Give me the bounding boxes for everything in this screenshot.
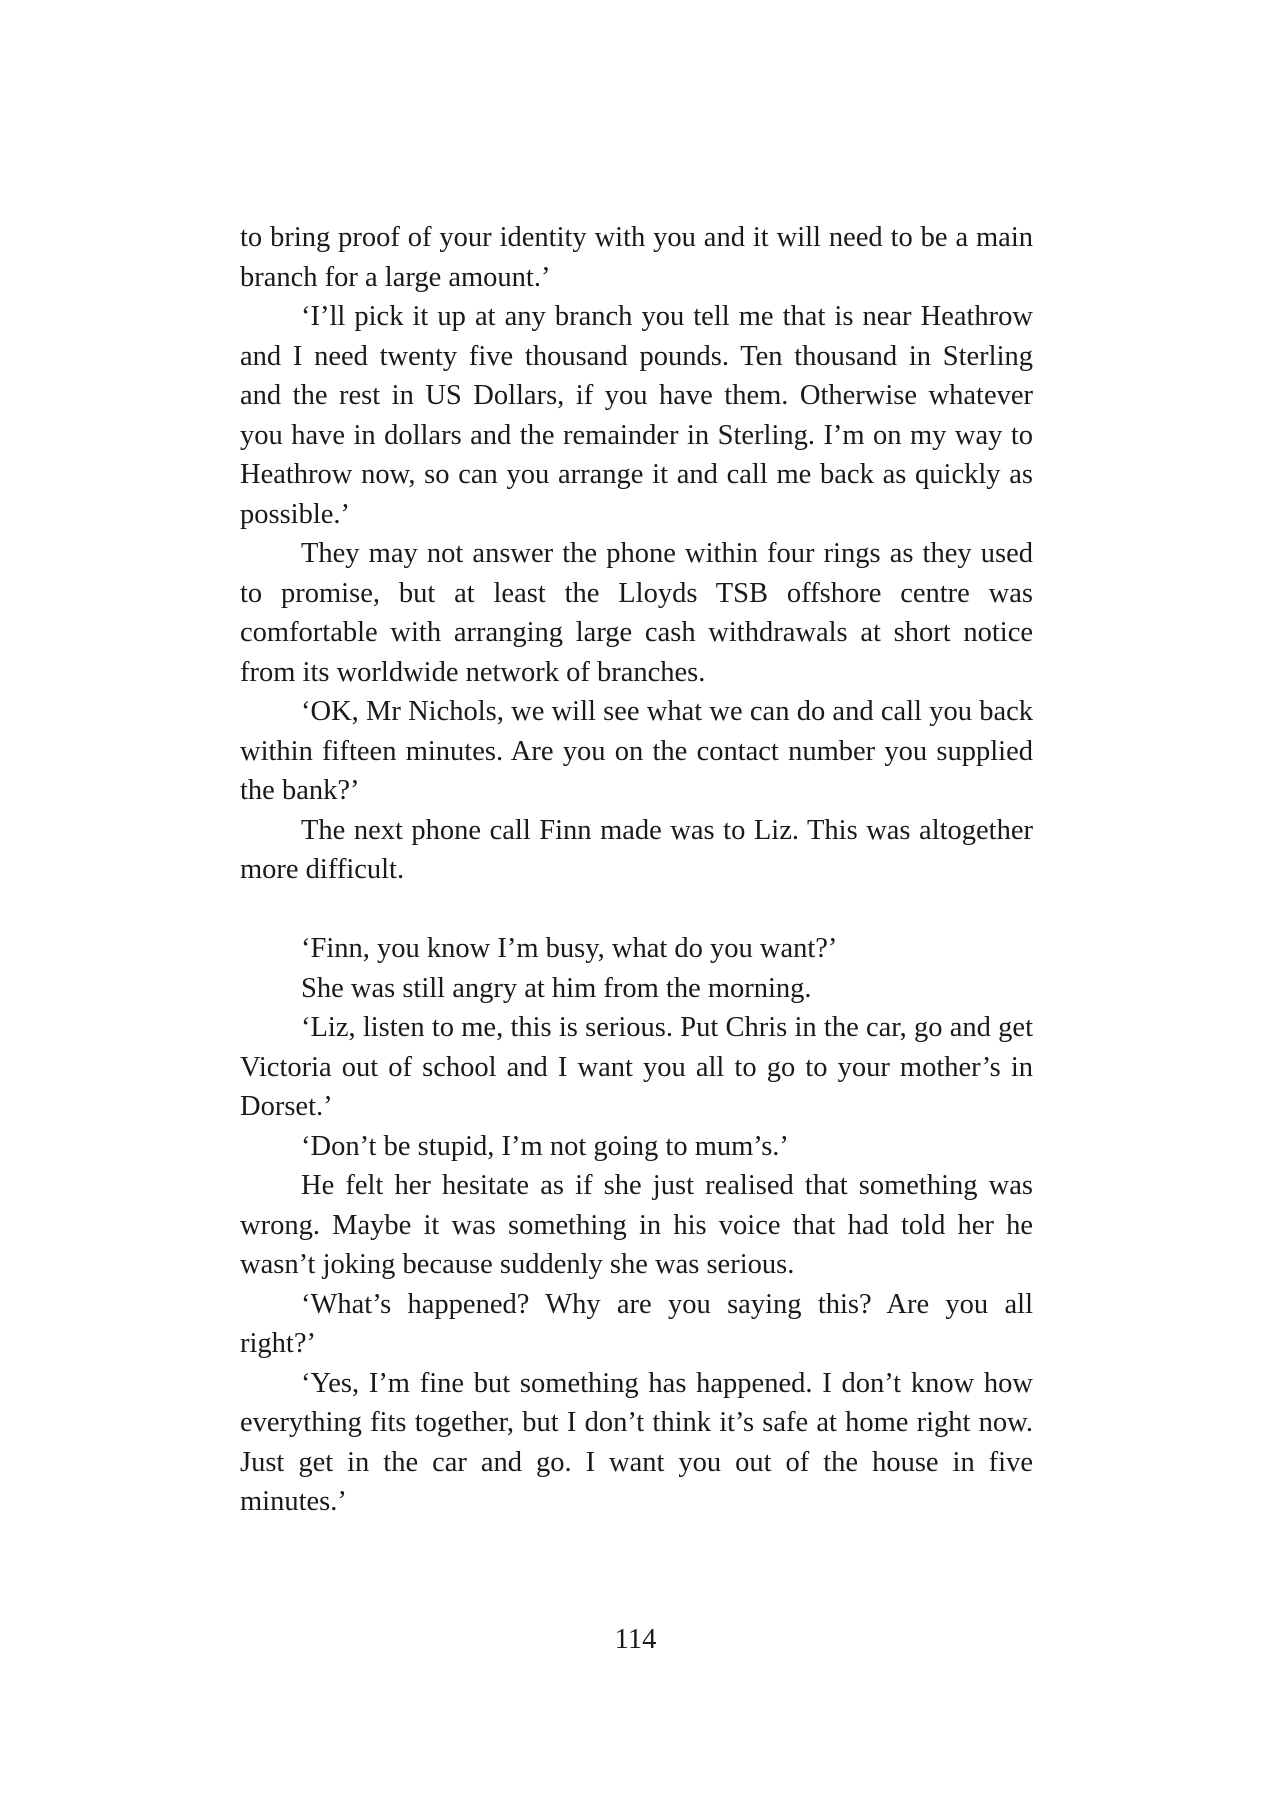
paragraph: They may not answer the phone within four rings as they used to promise, but at least the Lloyds TSB offshore centre was comfortable with arranging large cash withdrawals at short notice from its worldwide network of branches.: [240, 538, 1033, 688]
paragraph: ‘Don’t be stupid, I’m not going to mum’s.’: [301, 1130, 789, 1162]
paragraph: The next phone call Finn made was to Liz. This was altogether more difficult.: [240, 814, 1033, 885]
page-number: [0, 1622, 1271, 1658]
paragraph: She was still angry at him from the morning.: [301, 972, 812, 1004]
paragraph: ‘Liz, listen to me, this is serious. Put Chris in the car, go and get Victoria out of school and I want you all to go to your mother’s in Dorset.’: [240, 1012, 1033, 1122]
paragraph: ‘Yes, I’m fine but something has happened. I don’t know how everything fits together, but I don’t think it’s safe at home right now. Just get in the car and go. I want you out of the house in five minutes.’: [240, 1367, 1033, 1517]
paragraph: He felt her hesitate as if she just realised that something was wrong. Maybe it was something in his voice that had told her he wasn’t joking because suddenly she was serious.: [240, 1170, 1033, 1280]
page-body: [240, 218, 1033, 1522]
paragraph: ‘What’s happened? Why are you saying this? Are you all right?’: [240, 1288, 1033, 1359]
paragraph: ‘Finn, you know I’m busy, what do you want?’: [301, 933, 838, 964]
scene-break: [240, 890, 1033, 930]
paragraph-continuation: to bring proof of your identity with you and it will need to be a main branch for a large amount.’: [240, 222, 1033, 293]
page-number-text: 114: [614, 1624, 657, 1655]
paragraph: ‘OK, Mr Nichols, we will see what we can do and call you back within fifteen minutes. Are you on the contact number you supplied the bank?’: [240, 696, 1033, 806]
paragraph: ‘I’ll pick it up at any branch you tell me that is near Heathrow and I need twenty five thousand pounds. Ten thousand in Sterling and the rest in US Dollars, if you have them. Otherwise whatever you have in dollars and the remainder in Sterling. I’m on my way to Heathrow now, so can you arrange it and call me back as quickly as possible.’: [240, 301, 1033, 530]
